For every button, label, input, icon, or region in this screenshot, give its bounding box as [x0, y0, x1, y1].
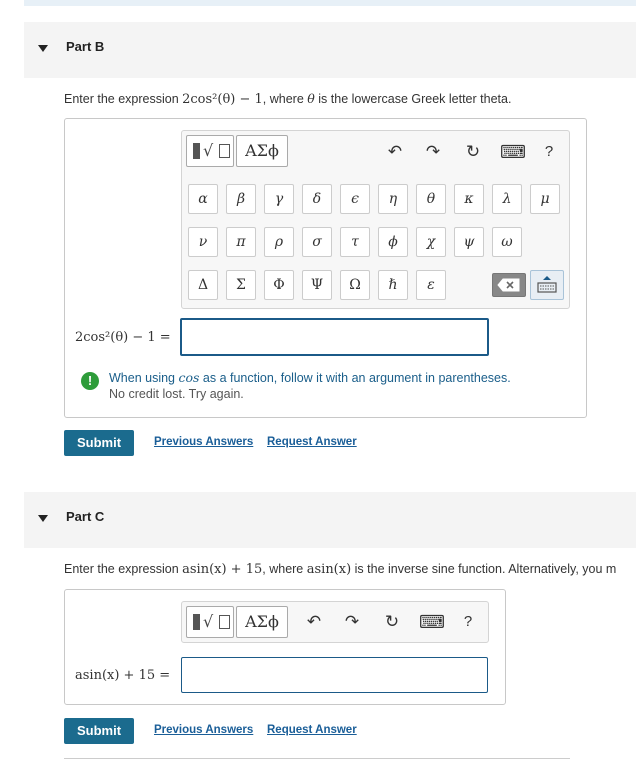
feedback-line-2: No credit lost. Try again.: [109, 387, 244, 401]
reset-icon[interactable]: ↻: [384, 612, 400, 631]
request-answer-link[interactable]: Request Answer: [267, 724, 357, 736]
symbol-epsilon-button[interactable]: ϵ: [340, 184, 370, 214]
part-b-answer-box: [64, 118, 587, 418]
symbol-capital-phi-button[interactable]: Φ: [264, 270, 294, 300]
keyboard-icon[interactable]: ⌨: [500, 142, 526, 162]
redo-icon[interactable]: ↷: [344, 612, 360, 631]
placeholder-box-icon: [219, 615, 230, 629]
symbol-capital-sigma-button[interactable]: Σ: [226, 270, 256, 300]
sqrt-icon: √: [203, 141, 214, 160]
symbol-capital-omega-button[interactable]: Ω: [340, 270, 370, 300]
keyboard-toggle-button[interactable]: [530, 270, 564, 300]
symbol-delta-button[interactable]: δ: [302, 184, 332, 214]
symbol-lambda-button[interactable]: λ: [492, 184, 522, 214]
symbol-pi-button[interactable]: π: [226, 227, 256, 257]
math-toolbar: [181, 601, 489, 643]
help-icon[interactable]: ?: [463, 613, 473, 630]
templates-button[interactable]: [186, 135, 234, 167]
symbol-capital-psi-button[interactable]: Ψ: [302, 270, 332, 300]
submit-button[interactable]: Submit: [64, 430, 134, 456]
feedback-cos: cos: [178, 370, 200, 385]
templates-button[interactable]: [186, 606, 234, 638]
prompt-text: Enter the expression: [64, 92, 183, 106]
symbol-beta-button[interactable]: β: [226, 184, 256, 214]
part-c-title: Part C: [66, 509, 105, 524]
symbol-phi-button[interactable]: ϕ: [378, 227, 408, 257]
prompt-asin: asin(x): [306, 562, 352, 577]
symbol-hbar-button[interactable]: ℏ: [378, 270, 408, 300]
reset-icon[interactable]: ↻: [465, 142, 481, 161]
symbol-chi-button[interactable]: χ: [416, 227, 446, 257]
collapse-triangle-icon[interactable]: [38, 515, 48, 522]
symbol-mu-button[interactable]: μ: [530, 184, 560, 214]
next-box-edge: [64, 758, 570, 762]
request-answer-link[interactable]: Request Answer: [267, 436, 357, 448]
previous-answers-link[interactable]: Previous Answers: [154, 436, 254, 448]
warning-icon: !: [81, 372, 99, 390]
part-b-title: Part B: [66, 39, 105, 54]
template-block-icon: [193, 614, 200, 630]
symbol-sigma-button[interactable]: σ: [302, 227, 332, 257]
feedback-line-1: [109, 370, 511, 386]
symbol-varepsilon-button[interactable]: ε: [416, 270, 446, 300]
expression-label: 2cos²(θ) − 1 =: [75, 330, 171, 345]
prompt-text: Enter the expression: [64, 562, 183, 576]
greek-symbols-button[interactable]: ΑΣϕ: [236, 135, 288, 167]
redo-icon[interactable]: ↷: [425, 142, 441, 161]
answer-input[interactable]: [181, 657, 488, 693]
placeholder-box-icon: [219, 144, 230, 158]
symbol-nu-button[interactable]: ν: [188, 227, 218, 257]
submit-button[interactable]: Submit: [64, 718, 134, 744]
undo-icon[interactable]: ↶: [387, 142, 403, 161]
symbol-kappa-button[interactable]: κ: [454, 184, 484, 214]
delete-button[interactable]: [492, 273, 526, 297]
help-icon[interactable]: ?: [544, 143, 554, 160]
symbol-alpha-button[interactable]: α: [188, 184, 218, 214]
prompt-text: , where: [262, 562, 307, 576]
prompt-text: is the lowercase Greek letter theta.: [314, 92, 512, 106]
symbol-theta-button[interactable]: θ: [416, 184, 446, 214]
prompt-text: , where: [262, 92, 308, 106]
symbol-rho-button[interactable]: ρ: [264, 227, 294, 257]
sqrt-icon: √: [203, 612, 214, 631]
keyboard-up-icon: [531, 271, 563, 299]
feedback-message: [109, 370, 511, 402]
math-toolbar: [181, 130, 570, 309]
backspace-icon: [493, 274, 525, 296]
part-c-header[interactable]: [24, 492, 636, 548]
prompt-text: is the inverse sine function. Alternatively, you m: [351, 562, 617, 576]
part-c-answer-box: [64, 589, 506, 705]
symbol-tau-button[interactable]: τ: [340, 227, 370, 257]
collapse-triangle-icon[interactable]: [38, 45, 48, 52]
symbol-psi-button[interactable]: ψ: [454, 227, 484, 257]
feedback-text: When using: [109, 371, 179, 385]
symbol-eta-button[interactable]: η: [378, 184, 408, 214]
previous-answers-link[interactable]: Previous Answers: [154, 724, 254, 736]
expression-label: asin(x) + 15 =: [75, 668, 171, 683]
symbol-gamma-button[interactable]: γ: [264, 184, 294, 214]
prompt-theta: θ: [307, 91, 315, 106]
undo-icon[interactable]: ↶: [306, 612, 322, 631]
prompt-expression: 2cos²(θ) − 1: [182, 92, 263, 107]
feedback-text: as a function, follow it with an argument in parentheses.: [199, 371, 511, 385]
template-block-icon: [193, 143, 200, 159]
top-separator: [24, 0, 636, 6]
part-b-header[interactable]: [24, 22, 636, 78]
greek-symbols-button[interactable]: ΑΣϕ: [236, 606, 288, 638]
symbol-omega-button[interactable]: ω: [492, 227, 522, 257]
answer-input[interactable]: [180, 318, 489, 356]
keyboard-icon[interactable]: ⌨: [419, 612, 445, 632]
prompt-expression: asin(x) + 15: [182, 562, 263, 577]
part-b-prompt: [64, 91, 511, 107]
part-c-prompt: [64, 562, 616, 577]
symbol-capital-delta-button[interactable]: Δ: [188, 270, 218, 300]
